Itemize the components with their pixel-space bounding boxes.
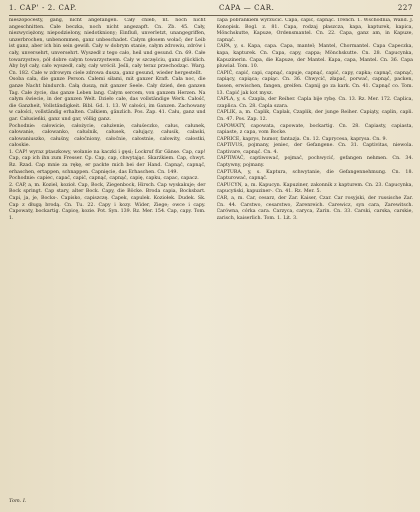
entry-paragraph: Pochodnie: capiec, capać, capić, capnąć, capnąć, capię, capku, capac, capacz. (9, 176, 199, 182)
entry-paragraph: 2. CAP, a, m. Koziel, kozioł. Cap, Bock, Ziegenbock, Hirsch. Cap wyskakuje; der Bock springt. Cap stary, alter Bock. Capy, die Böcke. Broda capia, Bocksbart. Capi, ja, je, Bocks-. Capisko, capiszczę. Capek, capulek. Koziołek. Dudek. Sk. Cap z długą brodą. Cn. Tu. 22. Capy i kozy. Wider, Ziege; owce i capy. Capowaty, bockartig. Capicę, kozie. Pot. Syn. 139. Rz. Mer. 154. Cap, capy. Tom. 1. (9, 182, 206, 221)
entry-paragraph: Osoba cała, die ganze Person. Całemi siłami, mit ganzer Kraft. Cała noc, die ganze Nacht hindurch. Całą duszą, mit ganzer Seele. Cały dzień, den ganzen Tag. Całe życie, das ganze Leben lang. Całym sercem, von ganzem Herzen. Na całym świecie, in der ganzen Welt. Dzieło całe, das vollständige Werk. Całość, die Ganzheit, Vollständigkeit. Bibl. Gd. 1. 13. W całości, im Ganzen. Zachowany w całości, vollständig erhalten. Całkiem, gänzlich. Pos. Zap. 41. Cału, ganz und gar. Całusieńki, ganz und gar, völlig ganz. (9, 77, 206, 122)
page-footer (9, 498, 26, 504)
right-column (217, 18, 414, 510)
entry-paragraph: CAPLIK, a, m. Caplik, Caplak, Czaplik, der junge Reiher. Capiąty, caplin, capli. Cn. 47. Pos. Zap. 12. (216, 110, 413, 122)
entry-paragraph: CAPA, y, s. Kapa, capa. Capa, mantel; Mantel, Chormantel. Capa Capeczka, kapa, kapturek. Cn. Capa, capy, cappa; Mönchskutte. Cn. 28. Capucynka, Kapuzinerin. Capa, die Kapuze, der Mantel. Kapa, capa, Mantel. Cn. 36. Capa pluwiał. Tom. 10. (216, 44, 413, 70)
footer-volume: Tom. I. (9, 498, 27, 504)
entry-paragraph: CAPTIVUS, pojmany, jeniec, der Gefangene. Cn. 31. Captivitas, niewola. Captivare, capnąć. Cn. 4. (216, 143, 413, 155)
entry-paragraph: Pochodnie: całowicie, całożycie, całużenie, całuśeczko, całus, całunek, całowanie, całowanko, całuśnik, całusek, całujący, całusik, całaski, całowaniuszko, całuśny, całoćniony, całoćnie, całostnie, całowity, całostki, całoskie. (9, 123, 206, 149)
header-left-entry: 1. CAP' - 2. CAP. (9, 4, 77, 12)
entry-paragraph: CAPRICE, kaprys, humor, fantazja. Cn. 12. Caprycesa, kaprysa. Cn. 9. (216, 136, 388, 142)
entry-paragraph: CAPTURA, y, s. Kaptura, schwytanie, die Gefangennehmung. Cn. 18. Capturować, capnąć. (216, 169, 413, 182)
page-number: 227 (397, 4, 413, 12)
entry-paragraph: CAR, a, m. Car, cesarz, der Zar. Kaiser, Czar. Car rosyjski, der russische Zar. Cn. 44. Carstwo, cesarstwo, Zarenreich. Carewicz, syn cara, Zarewitsch. Carówna, córka cara. Carzyca, caryca, Zarin. Cn. 33. Carski, carska, carskie, zarisch, kaiserlich. Tom. 1. Lit. 3. (216, 196, 413, 221)
entry-paragraph: CAPTIWAĆ, captiwować, pojmać, pochwycić, gefangen nehmen. Cn. 34. Captywny, pojmany. (216, 156, 413, 169)
entry-paragraph: 1. CAP! wyraz ptaszkowy, wołanie na kaczki i gęsi; Lockruf für Gänse. Cap, cap! Cap, cap ich ihn zum Fresser. Cp. Cap, cap, chwytając. Skarżkiem. Cap, chwyt. Rz. Rzad. Cap mnie za rękę, er packte mich bei der Hand. Capnąć, capnąć, erhaschen, ertappen, schnappen. Capnięcie, das Erhaschen. Cn. 149. (9, 149, 206, 175)
entry-paragraph: nieszopocesty, gang, nicht angefangen. Cały chleb, nt. noch nicht angeschnitten. Całe beczka, noch nicht angezapft. Cn. Zb. 45. Cały, niezwyciężony, niepodzielony, niedotkniony; Einfluß, unverletzt, unangegriffen, unzerbrochen, unbenommen, ganz unbeschadet. Całym głosem wołać; der Leib ist ganz, aber ich bin sein gewiß. Cały w dobrym stanie, całym zdrowiu, zdrów i cały, unversehrt, unversehrt. Wyszedł z tego cało, heil und gesund. Cn. 69. Całe towarzystwo, pół dobre całym towarzystwem. Cały w szczęściu, ganz glücklich. Aby był cały, cało wyszedł, cały, cały wrócił. Jeśli, cały teraz przechodząc. Warg. Cn. 182. Całe w zdrowym ciele zdrowa dusza, ganz gesund, wieder hergestellt. (9, 18, 206, 76)
entry-paragraph: capa pobrankiem wyrzucić. Capa, capić, capnąć. Trench. 1. Wschodnia, Wand. J. Konopisk. Bogl. z. 81. Capa, rodzaj płaszcza, kapa, kapturek, kapica, Mönchskutte, Kapuze, Ordensmantel. Cn. 22. Capa, ganz am, in Kapuze, capnąć. (216, 18, 413, 43)
entry-paragraph: CAPUCYN, a, m. Kapucyn. Kapuziner, zakonnik z kapturem. Cn. 23. Capucynka, capucyński, kapuziner-. Cn. 41. Rz. Mer. 5. (216, 182, 413, 195)
header-rule (9, 15, 413, 16)
entry-paragraph: CAPOWATY, capowata, capowate, bockartig. Cn. 28. Capiasty, capiasta, capiaste, z capa, vom Bocke. (216, 123, 413, 136)
entry-paragraph: CAPIĆ, capić, capi, capnąć, capuje, capnąć, capić, capy, capka; capnąć, capnąć, capiący, capiąca; capiąc. Cn. 36. Chwycić, złapać, porwać, capnąć, packen, fassen, erwischen, fangen, greifen. Capnij go za kark. Cn. 41. Capnąć co. Tom. 13. Capić jak kot mysz. (216, 70, 413, 96)
left-column (9, 18, 206, 510)
text-columns (9, 18, 413, 510)
entry-paragraph: CAPLA, y, s. Czapla, der Reiher. Capla bije rybę. Cn. 13. Rz. Mer. 172. Caplica, czaplica. Cn. 28. Capla szara. (216, 97, 413, 109)
header-center-entry: CAPA — CAR. (219, 4, 275, 12)
